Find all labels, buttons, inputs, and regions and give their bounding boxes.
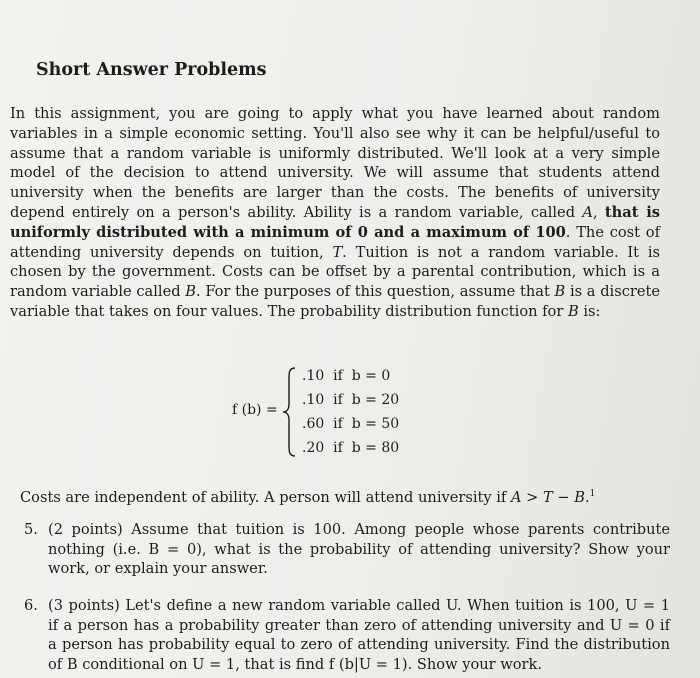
pdf-case: .10 if b = 20 xyxy=(302,392,400,408)
pdf-case: .20 if b = 80 xyxy=(302,440,400,456)
intro-text-5: . For the purposes of this question, assume that xyxy=(195,283,555,301)
var-a: A xyxy=(582,203,593,221)
question-number: 5. xyxy=(24,521,38,538)
probability-function xyxy=(232,366,452,462)
pdf-case: .10 if b = 0 xyxy=(302,368,391,384)
costs-text: Costs are independent of ability. A person will attend university if xyxy=(20,488,511,506)
question-number: 6. xyxy=(24,597,38,614)
attend-formula: A > T − B. xyxy=(510,488,590,506)
pdf-case: .60 if b = 50 xyxy=(302,416,400,432)
intro-text-1: In this assignment, you are going to apply what you have learned about random variables in a simple economic setting. You'll also see why it can be helpful/useful to assume that a random variable is uniformly distributed. We'll look at a very simple model of the decision to attend university. We will assume that students attend university when the benefits are larger than the costs. The benefits of university depend entirely on a person's ability. Ability is a random variable, called xyxy=(10,105,660,221)
question-5 xyxy=(20,520,670,579)
var-b: B xyxy=(185,283,196,301)
intro-text-4: . Tuition is not a random variable. It is chosen by the government. Costs can be offset by a parental contribution, which is a random variable called xyxy=(10,243,660,301)
footnote-marker: 1 xyxy=(589,489,596,499)
intro-text-3: . The cost of attending university depends on tuition, xyxy=(10,223,660,261)
left-brace-icon xyxy=(282,366,296,458)
intro-text-6: is a discrete variable that takes on four values. The probability distribution function for xyxy=(10,283,660,320)
question-text: (3 points) Let's define a new random variable called U. When tuition is 100, U = 1 if a person has a probability greater than zero of attending university and U = 0 if a person has probability equal to zero of attending university. Find the distribution of B conditional on U = 1, that is find f (b|U = 1). Show your work. xyxy=(48,597,670,673)
intro-bold-text: that is uniformly distributed with a minimum of 0 and a maximum of 100 xyxy=(10,203,661,241)
intro-text-2: , xyxy=(592,203,605,221)
var-t: T xyxy=(332,243,343,261)
pdf-lhs: f (b) = xyxy=(232,402,278,418)
question-6 xyxy=(20,596,670,674)
var-b-3: B xyxy=(567,302,579,320)
intro-text-7: is: xyxy=(578,302,601,320)
var-b-2: B xyxy=(554,283,566,301)
question-text: (2 points) Assume that tuition is 100. Among people whose parents contribute nothing (i.e. B = 0), what is the probability of attending university? Show your work, or explain your answer. xyxy=(48,521,670,577)
intro-paragraph xyxy=(10,104,660,322)
costs-sentence xyxy=(20,484,670,508)
section-title: Short Answer Problems xyxy=(36,60,267,80)
